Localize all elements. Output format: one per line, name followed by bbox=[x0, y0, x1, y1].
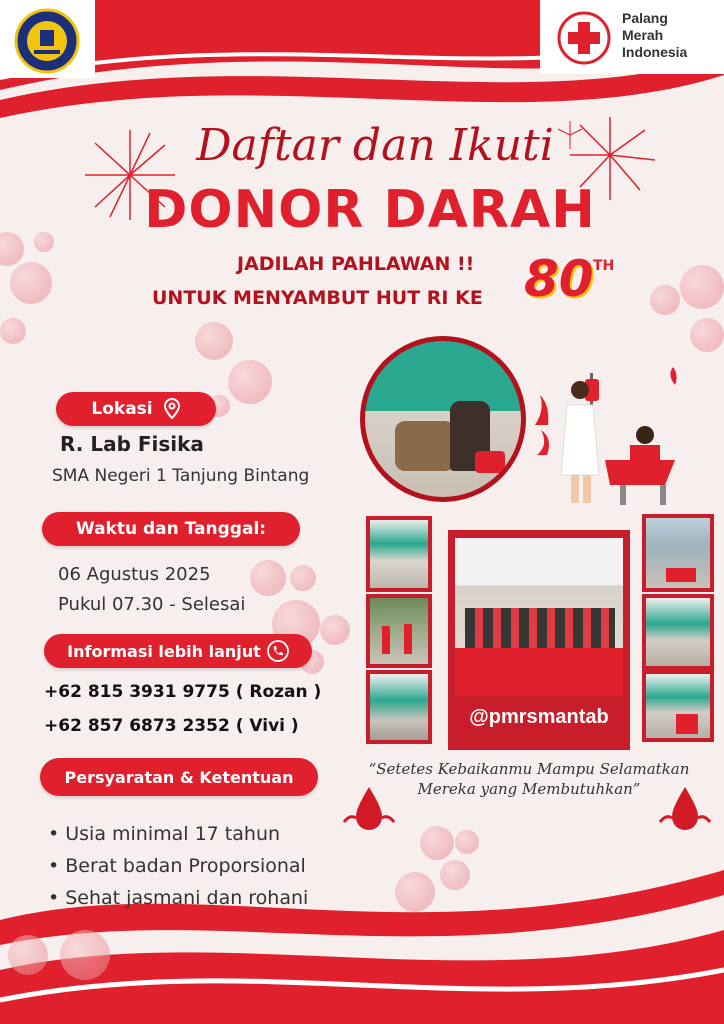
contact-label: Informasi lebih lanjut bbox=[67, 641, 261, 661]
school-emblem-icon bbox=[14, 8, 80, 74]
event-date: 06 Agustus 2025 bbox=[58, 564, 211, 585]
quote-line-2: Mereka yang Membutuhkan” bbox=[417, 780, 641, 798]
bubble-decoration bbox=[8, 935, 48, 975]
donor-photo-circle bbox=[360, 336, 526, 502]
bubble-decoration bbox=[60, 930, 110, 980]
quote-line-1: “Setetes Kebaikanmu Mampu Selamatkan bbox=[368, 760, 690, 778]
collage-photo bbox=[642, 594, 714, 670]
bubble-decoration bbox=[690, 318, 724, 352]
title-sub-1: JADILAH PAHLAWAN !! bbox=[237, 253, 475, 275]
bubble-decoration bbox=[680, 265, 724, 309]
bubble-decoration bbox=[320, 615, 350, 645]
title-sub-2: UNTUK MENYAMBUT HUT RI KE bbox=[152, 287, 483, 309]
collage-photo bbox=[366, 594, 432, 668]
bubble-decoration bbox=[0, 232, 24, 266]
location-label: Lokasi bbox=[91, 399, 153, 419]
bubble-decoration bbox=[440, 860, 470, 890]
event-hours: Pukul 07.30 - Selesai bbox=[58, 594, 246, 615]
requirement-item: • Sehat jasmani dan rohani bbox=[48, 887, 309, 909]
collage-photo bbox=[366, 670, 432, 744]
requirement-item: • Usia minimal 17 tahun bbox=[48, 823, 281, 845]
pmi-logo-text bbox=[622, 10, 687, 61]
bubble-decoration bbox=[455, 830, 479, 854]
location-school: SMA Negeri 1 Tanjung Bintang bbox=[52, 466, 310, 486]
blood-drop-icon bbox=[654, 784, 716, 834]
bubble-decoration bbox=[290, 565, 316, 591]
pmi-line-2: Merah bbox=[622, 27, 664, 43]
pmi-line-1: Palang bbox=[622, 10, 668, 26]
bubble-decoration bbox=[650, 285, 680, 315]
bubble-decoration bbox=[420, 826, 454, 860]
bubble-decoration bbox=[228, 360, 272, 404]
title-script: Daftar dan Ikuti bbox=[196, 120, 554, 171]
contact-phone-2[interactable]: +62 857 6873 2352 ( Vivi ) bbox=[44, 716, 299, 736]
bubble-decoration bbox=[395, 872, 435, 912]
anniversary-number: 80 bbox=[524, 250, 594, 308]
bubble-decoration bbox=[195, 322, 233, 360]
requirements-label-pill bbox=[40, 758, 318, 796]
contact-label-pill bbox=[44, 634, 312, 668]
title-main: DONOR DARAH bbox=[144, 180, 596, 240]
collage-photo bbox=[366, 516, 432, 592]
bubble-decoration bbox=[34, 232, 54, 252]
collage-photo bbox=[642, 514, 714, 592]
time-label: Waktu dan Tanggal: bbox=[75, 519, 267, 539]
collage-photo bbox=[642, 670, 714, 742]
blood-drop-icon bbox=[338, 784, 400, 834]
red-cross-icon bbox=[556, 10, 612, 66]
contact-phone-1[interactable]: +62 815 3931 9775 ( Rozan ) bbox=[44, 682, 322, 702]
pmi-line-3: Indonesia bbox=[622, 44, 688, 60]
requirements-list bbox=[48, 818, 308, 914]
group-photo bbox=[455, 538, 623, 696]
location-room: R. Lab Fisika bbox=[60, 432, 204, 456]
requirement-item: • Berat badan Proporsional bbox=[48, 855, 306, 877]
time-label-pill bbox=[42, 512, 300, 546]
nurse-donor-illustration bbox=[525, 365, 695, 510]
phone-icon bbox=[267, 640, 289, 662]
bubble-decoration bbox=[0, 318, 26, 344]
anniversary-suffix: TH bbox=[593, 258, 615, 274]
location-pin-icon bbox=[163, 398, 181, 420]
social-handle: @pmrsmantab bbox=[469, 706, 609, 728]
requirements-label: Persyaratan & Ketentuan bbox=[64, 767, 294, 787]
bubble-decoration bbox=[10, 262, 52, 304]
location-label-pill bbox=[56, 392, 216, 426]
bubble-decoration bbox=[250, 560, 286, 596]
